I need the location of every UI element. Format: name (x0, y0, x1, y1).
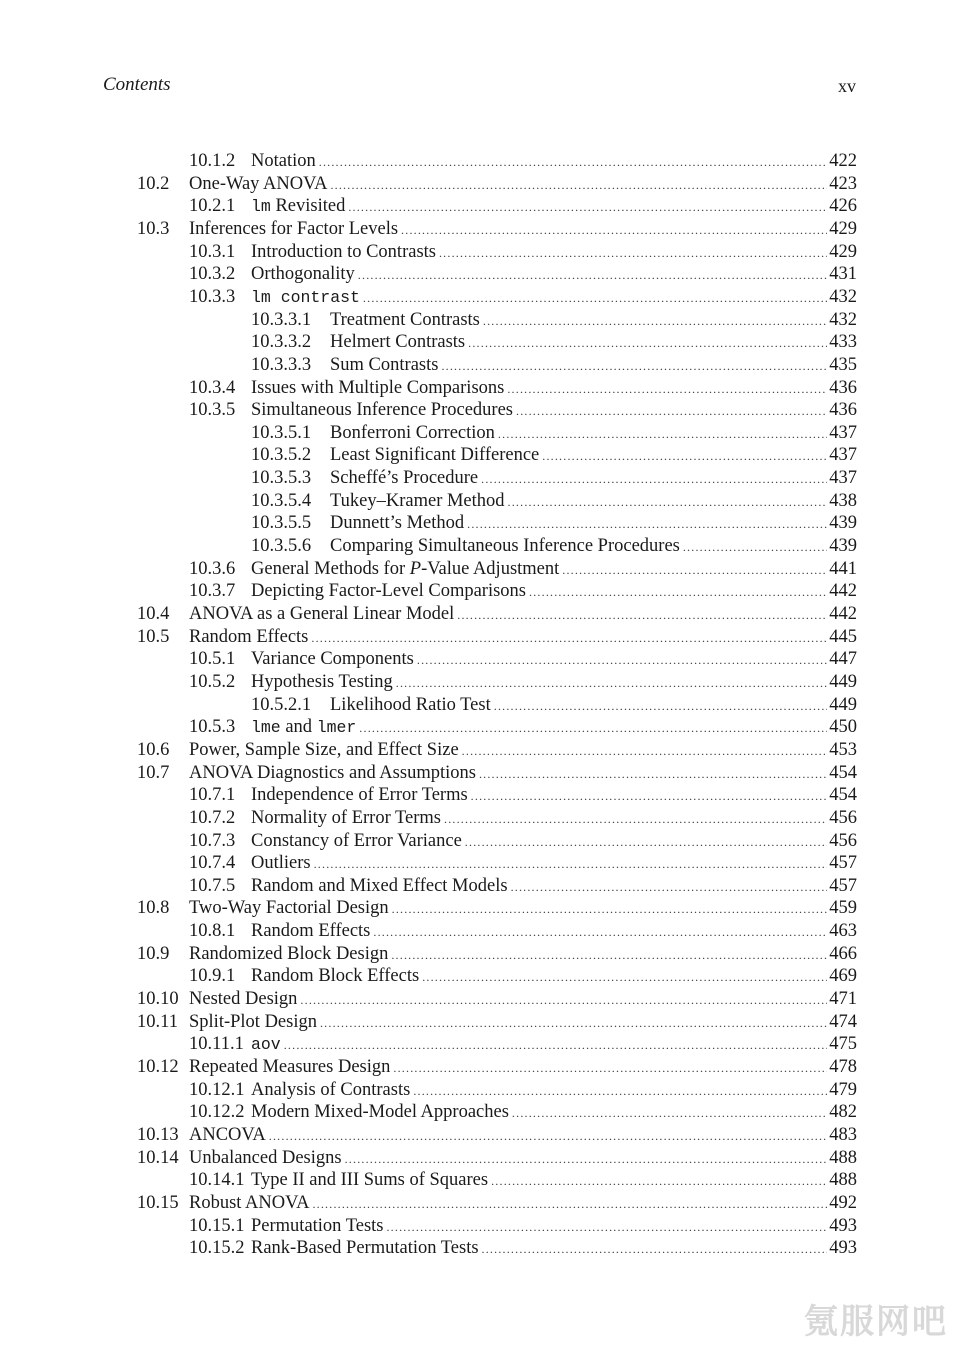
toc-entry-title: Random and Mixed Effect Models (251, 875, 508, 896)
toc-entry[interactable] (137, 740, 857, 763)
dot-leader (386, 1220, 827, 1235)
dot-leader (483, 314, 827, 329)
toc-entry[interactable] (251, 310, 857, 333)
toc-entry-number: 10.12 (137, 1057, 179, 1077)
toc-entry-page: 436 (829, 377, 857, 398)
toc-entry-number: 10.7.5 (189, 875, 236, 896)
toc-entry-number: 10.15 (137, 1192, 179, 1213)
toc-entry[interactable] (137, 763, 857, 786)
toc-entry-page: 482 (829, 1102, 857, 1123)
toc-entry-number: 10.5.2.1 (251, 694, 312, 715)
toc-entry[interactable] (189, 264, 857, 287)
dot-leader (417, 653, 827, 668)
toc-entry-title: Comparing Simultaneous Inference Procedures (330, 536, 680, 557)
toc-entry-page: 492 (829, 1192, 857, 1213)
toc-entry-title: Unbalanced Designs (189, 1147, 342, 1168)
toc-entry-page: 447 (829, 649, 857, 670)
toc-entry-number: 10.9 (137, 943, 170, 964)
toc-entry[interactable] (189, 921, 857, 944)
toc-entry-page: 441 (829, 558, 857, 579)
dot-leader (507, 382, 827, 397)
toc-entry-title: Repeated Measures Design (189, 1057, 391, 1077)
toc-entry-title: Normality of Error Terms (251, 807, 441, 828)
toc-entry-number: 10.3.3 (189, 286, 236, 307)
toc-entry[interactable] (189, 808, 857, 831)
toc-entry[interactable] (189, 649, 857, 672)
toc-entry-page: 488 (829, 1170, 857, 1191)
toc-entry-number: 10.5.2 (189, 671, 236, 692)
toc-entry[interactable] (251, 536, 857, 559)
toc-entry-title: Robust ANOVA (189, 1192, 310, 1213)
toc-entry-number: 10.3.5 (189, 400, 236, 421)
toc-entry-title: Permutation Tests (251, 1215, 384, 1236)
toc-entry-page: 479 (829, 1079, 857, 1100)
dot-leader (401, 223, 827, 238)
toc-entry[interactable] (189, 1080, 857, 1103)
toc-entry-number: 10.15.2 (189, 1238, 245, 1259)
toc-entry[interactable] (137, 219, 857, 242)
toc-entry[interactable] (189, 672, 857, 695)
toc-entry-number: 10.3.5.6 (251, 536, 312, 557)
toc-entry-title: Likelihood Ratio Test (330, 694, 491, 715)
dot-leader (462, 744, 828, 759)
dot-leader (393, 1061, 827, 1076)
toc-entry-title: lme and lmer (251, 717, 357, 738)
toc-entry-title: Bonferroni Correction (330, 422, 495, 443)
toc-entry-title: Randomized Block Design (189, 943, 389, 964)
dot-leader (482, 1242, 828, 1257)
toc-entry[interactable] (189, 151, 857, 174)
toc-entry[interactable] (189, 1238, 857, 1261)
dot-leader (392, 902, 828, 917)
toc-entry-number: 10.3.4 (189, 377, 236, 398)
dot-leader (516, 404, 827, 419)
toc-entry-page: 478 (829, 1057, 857, 1077)
watermark-logo: 氪服网吧 (804, 1302, 948, 1342)
running-header-title: Contents (103, 74, 171, 95)
toc-entry-title: Nested Design (189, 989, 298, 1010)
toc-entry[interactable] (189, 1034, 857, 1057)
toc-entry[interactable] (251, 332, 857, 355)
toc-entry[interactable] (251, 491, 857, 514)
toc-entry-page: 493 (829, 1215, 857, 1236)
toc-entry-page: 474 (829, 1011, 857, 1032)
toc-entry-number: 10.3.1 (189, 241, 236, 262)
toc-entry-page: 438 (829, 490, 857, 511)
toc-entry-number: 10.8.1 (189, 921, 236, 942)
dot-leader (479, 767, 827, 782)
toc-entry[interactable] (189, 1170, 857, 1193)
toc-entry-number: 10.7.4 (189, 853, 236, 874)
toc-entry[interactable] (189, 378, 857, 401)
toc-entry[interactable] (189, 196, 857, 219)
dot-leader (471, 789, 828, 804)
dot-leader (269, 1129, 827, 1144)
toc-entry-page: 463 (829, 921, 857, 942)
dot-leader (444, 812, 827, 827)
toc-entry-title: Type II and III Sums of Squares (251, 1170, 489, 1191)
toc-entry-number: 10.3.5.4 (251, 490, 312, 511)
toc-entry-number: 10.12.2 (189, 1102, 245, 1123)
toc-entry[interactable] (137, 604, 857, 627)
dot-leader (481, 472, 827, 487)
toc-entry-number: 10.3.6 (189, 558, 236, 579)
toc-entry-page: 437 (829, 422, 857, 443)
toc-entry-page: 445 (829, 626, 857, 647)
toc-entry-number: 10.7.3 (189, 830, 236, 851)
toc-entry-number: 10.5 (137, 626, 170, 647)
toc-entry-title: Dunnett’s Method (330, 513, 465, 534)
toc-entry-page: 456 (829, 830, 857, 851)
dot-leader (413, 1084, 827, 1099)
dot-leader (359, 721, 827, 736)
toc-entry-number: 10.11 (137, 1011, 178, 1032)
toc-entry-number: 10.3.5.3 (251, 468, 312, 489)
toc-entry[interactable] (137, 1125, 857, 1148)
toc-entry[interactable] (251, 445, 857, 468)
toc-entry-title: Modern Mixed-Model Approaches (251, 1102, 509, 1123)
toc-entry[interactable] (251, 468, 857, 491)
toc-entry-title: Split-Plot Design (189, 1011, 317, 1032)
dot-leader (511, 880, 828, 895)
dot-leader (498, 427, 827, 442)
toc-entry-page: 456 (829, 807, 857, 828)
toc-entry-page: 457 (829, 853, 857, 874)
toc-entry[interactable] (189, 400, 857, 423)
toc-entry-page: 449 (829, 694, 857, 715)
toc-entry-title: Power, Sample Size, and Effect Size (189, 739, 459, 760)
dot-leader (391, 948, 827, 963)
toc-entry-page: 429 (829, 241, 857, 262)
toc-entry-number: 10.10 (137, 989, 179, 1010)
toc-entry-page: 454 (829, 785, 857, 806)
toc-entry-page: 423 (829, 173, 857, 194)
toc-entry-page: 453 (829, 739, 857, 760)
toc-entry-number: 10.14 (137, 1147, 179, 1168)
toc-entry-page: 439 (829, 513, 857, 534)
toc-entry[interactable] (137, 944, 857, 967)
toc-entry-number: 10.13 (137, 1124, 179, 1145)
toc-entry-number: 10.11.1 (189, 1034, 244, 1055)
toc-entry-title: Random Effects (189, 626, 309, 647)
toc-entry-page: 459 (829, 898, 857, 919)
toc-entry-page: 429 (829, 218, 857, 239)
toc-entry-number: 10.6 (137, 739, 170, 760)
dot-leader (457, 608, 827, 623)
dot-leader (312, 1197, 827, 1212)
toc-entry[interactable] (189, 559, 857, 582)
dot-leader (319, 155, 828, 170)
toc-entry[interactable] (251, 423, 857, 446)
toc-entry[interactable] (137, 627, 857, 650)
toc-entry-title: One-Way ANOVA (189, 173, 328, 194)
toc-entry-title: Rank-Based Permutation Tests (251, 1238, 479, 1259)
dot-leader (358, 268, 827, 283)
toc-entry-page: 493 (829, 1238, 857, 1259)
dot-leader (683, 540, 827, 555)
dot-leader (300, 993, 827, 1008)
toc-entry-title: Constancy of Error Variance (251, 830, 462, 851)
toc-entry-page: 457 (829, 875, 857, 896)
toc-entry-page: 469 (829, 966, 857, 987)
toc-entry-title: Issues with Multiple Comparisons (251, 377, 505, 398)
dot-leader (396, 676, 828, 691)
toc-entry-page: 437 (829, 445, 857, 466)
dot-leader (330, 178, 827, 193)
dot-leader (348, 200, 827, 215)
toc-entry[interactable] (137, 989, 857, 1012)
toc-entry[interactable] (189, 785, 857, 808)
toc-entry-title: Scheffé’s Procedure (330, 468, 479, 489)
toc-entry-page: 450 (829, 717, 857, 738)
toc-entry-number: 10.3.5.2 (251, 445, 312, 466)
toc-entry-number: 10.1.2 (189, 151, 236, 171)
toc-entry-title: Two-Way Factorial Design (189, 898, 389, 919)
toc-entry-page: 466 (829, 943, 857, 964)
toc-entry[interactable] (137, 1193, 857, 1216)
toc-entry-page: 431 (829, 264, 857, 285)
toc-entry-number: 10.14.1 (189, 1170, 245, 1191)
toc-entry-title: Introduction to Contrasts (251, 241, 436, 262)
toc-entry-number: 10.5.1 (189, 649, 236, 670)
toc-entry-page: 475 (829, 1034, 857, 1055)
toc-entry-page: 488 (829, 1147, 857, 1168)
toc-entry-title: Least Significant Difference (330, 445, 540, 466)
toc-entry-page: 439 (829, 536, 857, 557)
toc-entry-number: 10.12.1 (189, 1079, 245, 1100)
toc-entry[interactable] (251, 355, 857, 378)
dot-leader (441, 359, 827, 374)
toc-entry-page: 436 (829, 400, 857, 421)
toc-entry-title: lm contrast (251, 287, 360, 307)
toc-entry-page: 433 (829, 332, 857, 353)
toc-entry[interactable] (189, 242, 857, 265)
dot-leader (314, 857, 828, 872)
toc-entry-number: 10.3.3.2 (251, 332, 312, 353)
toc-entry[interactable] (189, 831, 857, 854)
toc-entry-title: Hypothesis Testing (251, 671, 393, 692)
dot-leader (491, 1174, 827, 1189)
toc-entry[interactable] (189, 287, 857, 310)
dot-leader (508, 495, 828, 510)
toc-entry-title: Variance Components (251, 649, 414, 670)
toc-entry-number: 10.3.7 (189, 581, 236, 602)
dot-leader (542, 449, 827, 464)
toc-entry[interactable] (189, 966, 857, 989)
toc-entry-number: 10.7.2 (189, 807, 236, 828)
toc-entry-number: 10.7.1 (189, 785, 236, 806)
toc-entry-title: Treatment Contrasts (330, 309, 480, 330)
toc-entry[interactable] (137, 1148, 857, 1171)
toc-entry-title: Tukey–Kramer Method (330, 490, 505, 511)
toc-entry-number: 10.3.2 (189, 264, 236, 285)
toc-entry-page: 426 (829, 196, 857, 217)
toc-entry-page: 437 (829, 468, 857, 489)
dot-leader (562, 563, 827, 578)
toc-entry-number: 10.4 (137, 604, 170, 624)
toc-entry-title: ANOVA Diagnostics and Assumptions (189, 762, 476, 783)
toc-entry-title: Sum Contrasts (330, 354, 439, 375)
toc-entry-number: 10.2.1 (189, 196, 236, 217)
toc-entry-title: Depicting Factor-Level Comparisons (251, 581, 527, 602)
dot-leader (284, 1038, 828, 1053)
toc-entry-page: 454 (829, 762, 857, 783)
page-number: xv (838, 76, 856, 96)
toc-entry-title: Inferences for Factor Levels (189, 218, 399, 239)
dot-leader (311, 631, 827, 646)
toc-entry-number: 10.3.3.1 (251, 309, 312, 330)
dot-leader (439, 246, 827, 261)
toc-entry-page: 449 (829, 671, 857, 692)
toc-entry[interactable] (189, 876, 857, 899)
toc-entry-number: 10.8 (137, 898, 170, 919)
toc-entry-title: Notation (251, 151, 316, 171)
toc-entry[interactable] (137, 1012, 857, 1035)
toc-entry-title: Outliers (251, 853, 311, 874)
toc-entry-number: 10.7 (137, 762, 170, 783)
toc-entry-page: 442 (829, 581, 857, 602)
toc-entry-number: 10.9.1 (189, 966, 236, 987)
toc-entry-number: 10.5.3 (189, 717, 236, 738)
toc-entry-page: 422 (829, 151, 857, 171)
toc-entry[interactable] (189, 1102, 857, 1125)
dot-leader (422, 970, 827, 985)
toc-entry-title: Orthogonality (251, 264, 355, 285)
toc-entry-number: 10.15.1 (189, 1215, 245, 1236)
toc-entry-page: 442 (829, 604, 857, 624)
toc-entry-page: 435 (829, 354, 857, 375)
toc-entry[interactable] (189, 717, 857, 740)
toc-entry-number: 10.3 (137, 218, 170, 239)
toc-entry[interactable] (137, 174, 857, 197)
toc-entry-page: 432 (829, 309, 857, 330)
toc-entry-page: 483 (829, 1124, 857, 1145)
dot-leader (468, 336, 827, 351)
dot-leader (465, 835, 827, 850)
toc-entry[interactable] (137, 1057, 857, 1080)
dot-leader (494, 699, 828, 714)
toc-entry-title: aov (251, 1035, 281, 1055)
toc-entry-page: 432 (829, 286, 857, 307)
toc-entry-page: 471 (829, 989, 857, 1010)
toc-entry[interactable] (137, 898, 857, 921)
dot-leader (529, 585, 827, 600)
toc-entry-title: Helmert Contrasts (330, 332, 466, 353)
toc-entry-number: 10.2 (137, 173, 170, 194)
dot-leader (373, 925, 827, 940)
toc-entry-title: Random Effects (251, 921, 371, 942)
toc-entry-number: 10.3.5.1 (251, 422, 312, 443)
toc-entry[interactable] (251, 695, 857, 718)
toc-entry-title: ANOVA as a General Linear Model (189, 604, 455, 624)
toc-entry-title: Analysis of Contrasts (251, 1079, 411, 1100)
toc-entry[interactable] (251, 513, 857, 536)
dot-leader (467, 517, 827, 532)
toc-entry-title: Independence of Error Terms (251, 785, 468, 806)
dot-leader (363, 291, 827, 306)
toc-entry-number: 10.3.3.3 (251, 354, 312, 375)
toc-entry-title: Simultaneous Inference Procedures (251, 400, 513, 421)
toc-entry[interactable] (189, 853, 857, 876)
toc-entry[interactable] (189, 1216, 857, 1239)
dot-leader (320, 1016, 827, 1031)
dot-leader (512, 1106, 827, 1121)
dot-leader (345, 1152, 828, 1167)
toc-entry-title: General Methods for P-Value Adjustment (251, 558, 560, 579)
toc-entry-title: Random Block Effects (251, 966, 420, 987)
toc-entry-title: lm Revisited (251, 196, 346, 217)
toc-entry[interactable] (189, 581, 857, 604)
toc-entry-title: ANCOVA (189, 1124, 266, 1145)
toc-entry-number: 10.3.5.5 (251, 513, 312, 534)
